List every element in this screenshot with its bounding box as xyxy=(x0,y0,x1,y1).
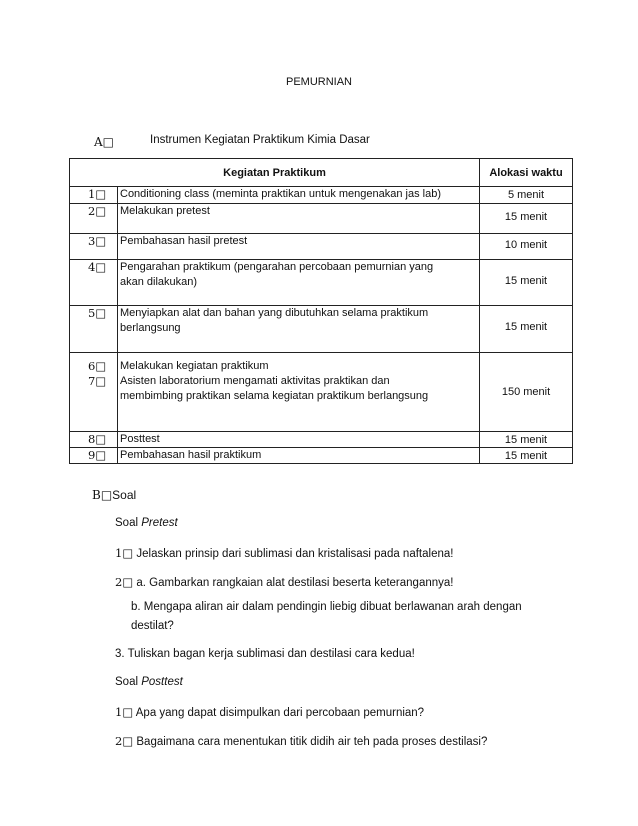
q2-number: 2□ xyxy=(115,575,134,589)
time-cell: 5 menit xyxy=(480,187,573,204)
activity-text: berlangsung xyxy=(120,322,181,334)
row-number: 9□ xyxy=(88,448,107,462)
time-cell: 15 menit xyxy=(480,306,573,353)
posttest-label: Soal xyxy=(115,676,139,688)
row-number-cell xyxy=(70,353,118,432)
pretest-question-2a xyxy=(115,575,453,589)
row-number-cell xyxy=(70,306,118,353)
activity-text: akan dilakukan) xyxy=(120,276,198,288)
table-row xyxy=(70,432,573,448)
pretest-question-3: 3. Tuliskan bagan kerja sublimasi dan destilasi cara kedua! xyxy=(115,648,415,660)
q1-text: Jelaskan prinsip dari sublimasi dan kristalisasi pada naftalena! xyxy=(136,548,454,560)
activity-cell xyxy=(118,204,480,234)
row-number: 7□ xyxy=(88,374,107,388)
section-b-marker: B□ xyxy=(92,488,113,502)
pretest-question-2b-line2: destilat? xyxy=(131,620,174,632)
table-row xyxy=(70,260,573,306)
activity-text: Asisten laboratorium mengamati aktivitas praktikan dan xyxy=(120,375,390,387)
activity-text: Melakukan kegiatan praktikum xyxy=(120,360,269,372)
time-cell: 15 menit xyxy=(480,260,573,306)
section-b-heading xyxy=(92,488,136,502)
row-number: 6□ xyxy=(88,359,107,373)
p2-text: Bagaimana cara menentukan titik didih air teh pada proses destilasi? xyxy=(136,736,488,748)
activity-text: Pengarahan praktikum (pengarahan percobaan pemurnian yang xyxy=(120,261,434,273)
row-number-cell xyxy=(70,187,118,204)
section-a-marker: A□ xyxy=(94,135,115,149)
pretest-label: Soal xyxy=(115,517,139,529)
time-cell: 15 menit xyxy=(480,448,573,464)
page-title: PEMURNIAN xyxy=(285,76,352,88)
activity-cell xyxy=(118,306,480,353)
row-number-cell xyxy=(70,204,118,234)
activity-text: Posttest xyxy=(120,433,160,445)
time-cell: 15 menit xyxy=(480,432,573,448)
section-b-title: Soal xyxy=(112,488,137,502)
activity-cell xyxy=(118,260,480,306)
row-number-cell xyxy=(70,260,118,306)
activity-cell xyxy=(118,448,480,464)
header-time: Alokasi waktu xyxy=(480,159,573,187)
q1-number: 1□ xyxy=(115,546,134,560)
pretest-label-italic: Pretest xyxy=(141,517,178,529)
row-number: 8□ xyxy=(88,432,107,446)
pretest-question-2b-line1: b. Mengapa aliran air dalam pendingin liebig dibuat berlawanan arah dengan xyxy=(131,601,522,613)
posttest-question-1 xyxy=(115,705,424,719)
time-cell: 150 menit xyxy=(480,353,573,432)
p1-number: 1□ xyxy=(115,705,134,719)
posttest-heading xyxy=(115,676,183,688)
row-number-cell xyxy=(70,432,118,448)
row-number-cell xyxy=(70,448,118,464)
time-cell: 10 menit xyxy=(480,234,573,260)
row-number: 4□ xyxy=(88,260,107,274)
pretest-question-1 xyxy=(115,546,453,560)
row-number: 1□ xyxy=(88,187,107,201)
table-row xyxy=(70,353,573,432)
activity-text: Pembahasan hasil praktikum xyxy=(120,449,262,461)
header-activity: Kegiatan Praktikum xyxy=(70,159,480,187)
table-row xyxy=(70,187,573,204)
table-row xyxy=(70,234,573,260)
posttest-label-italic: Posttest xyxy=(141,676,183,688)
row-number: 2□ xyxy=(88,204,107,218)
activity-cell xyxy=(118,234,480,260)
time-cell: 15 menit xyxy=(480,204,573,234)
table-row xyxy=(70,204,573,234)
activity-cell xyxy=(118,187,480,204)
activity-text: Pembahasan hasil pretest xyxy=(120,235,248,247)
table-header-row xyxy=(70,159,573,187)
activity-table xyxy=(69,158,573,464)
row-number: 5□ xyxy=(88,306,107,320)
p2-number: 2□ xyxy=(115,734,134,748)
activity-text: Conditioning class (meminta praktikan untuk mengenakan jas lab) xyxy=(120,188,442,200)
row-number-cell xyxy=(70,234,118,260)
posttest-question-2 xyxy=(115,734,487,748)
table-row xyxy=(70,448,573,464)
q2a-text: a. Gambarkan rangkaian alat destilasi beserta keterangannya! xyxy=(136,577,454,589)
activity-cell xyxy=(118,353,480,432)
section-a-title: Instrumen Kegiatan Praktikum Kimia Dasar xyxy=(150,134,370,146)
table-row xyxy=(70,306,573,353)
activity-text: Menyiapkan alat dan bahan yang dibutuhkan selama praktikum xyxy=(120,307,429,319)
activity-cell xyxy=(118,432,480,448)
activity-text: Melakukan pretest xyxy=(120,205,210,217)
p1-text: Apa yang dapat disimpulkan dari percobaan pemurnian? xyxy=(135,707,425,719)
activity-text: membimbing praktikan selama kegiatan praktikum berlangsung xyxy=(120,390,429,402)
row-number: 3□ xyxy=(88,234,107,248)
pretest-heading xyxy=(115,517,178,529)
